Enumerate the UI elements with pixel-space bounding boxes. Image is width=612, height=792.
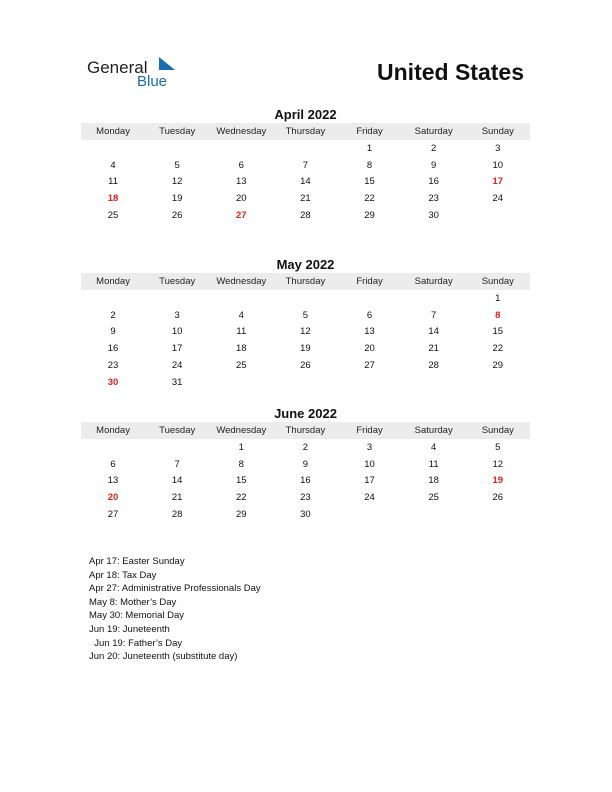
date-cell: 14 [171,475,183,487]
date-cell: 6 [238,159,244,171]
logo-flag-icon [147,56,177,72]
date-cell: 11 [236,326,247,338]
holiday-list [89,555,261,664]
month-calendar [81,405,530,523]
holiday-date-cell: 19 [492,475,504,487]
date-cell: 20 [236,193,247,205]
date-cell: 17 [364,475,375,487]
date-cell: 1 [495,292,501,304]
month-calendar [81,106,530,224]
weekday-header-row [81,123,530,140]
week-row [81,439,530,456]
date-cell: 24 [171,360,183,372]
weekday-label: Tuesday [159,425,196,436]
date-cell: 20 [364,343,375,355]
weekday-label: Thursday [285,425,326,436]
date-cell: 8 [238,458,244,470]
date-cell: 7 [431,309,437,321]
holiday-list-item: Jun 19: Father’s Day [89,637,183,649]
date-cell: 1 [366,142,373,154]
date-cell: 26 [300,360,311,372]
week-row [81,506,530,523]
date-cell: 18 [236,343,247,355]
date-cell: 14 [428,326,439,338]
month-title: June 2022 [274,406,337,421]
date-cell: 12 [492,458,504,470]
date-cell: 21 [428,343,439,355]
date-cell: 28 [171,509,183,521]
date-cell: 2 [431,142,437,154]
date-cell: 13 [236,176,247,188]
date-cell: 6 [110,458,116,470]
date-cell: 25 [428,492,439,504]
holiday-list-item: May 30: Memorial Day [89,610,185,622]
holiday-list-item: May 8: Mother’s Day [89,596,177,608]
weekday-label: Sunday [481,276,514,287]
week-row [81,374,530,391]
weekday-label: Wednesday [216,276,267,287]
date-cell: 26 [492,492,504,504]
date-cell: 10 [492,159,504,171]
date-cell: 16 [300,475,311,487]
date-cell: 30 [428,210,439,222]
month-title: May 2022 [276,257,335,272]
date-cell: 23 [428,193,439,205]
weekday-label: Friday [356,126,383,137]
date-cell: 31 [171,376,183,388]
date-cell: 23 [107,360,119,372]
date-cell: 29 [492,360,504,372]
weekday-header-row [81,422,530,439]
weekday-label: Sunday [481,126,514,137]
date-cell: 21 [171,492,183,504]
date-cell: 14 [300,176,311,188]
month-calendar [81,256,530,391]
date-cell: 6 [366,309,373,321]
week-row [81,290,530,307]
date-cell: 8 [366,159,373,171]
date-cell: 11 [108,176,118,188]
date-cell: 5 [302,309,309,321]
date-cell: 24 [364,492,375,504]
weekday-label: Saturday [414,126,453,137]
date-cell: 10 [364,458,375,470]
date-cell: 22 [236,492,247,504]
holiday-list-item: Apr 18: Tax Day [89,569,157,581]
date-cell: 5 [174,159,180,171]
date-cell: 19 [300,343,311,355]
date-cell: 29 [364,210,375,222]
week-row [81,207,530,224]
date-cell: 5 [495,441,501,453]
date-cell: 22 [492,343,504,355]
date-cell: 15 [492,326,504,338]
weekday-label: Saturday [414,276,453,287]
weekday-label: Saturday [414,425,453,436]
date-cell: 22 [364,193,375,205]
holiday-list-item: Apr 27: Administrative Professionals Day [89,583,261,595]
date-cell: 25 [236,360,247,372]
date-cell: 27 [364,360,375,372]
holiday-list-item: Jun 19: Juneteenth [89,623,170,635]
week-row [81,473,530,490]
date-cell: 9 [302,458,309,470]
date-cell: 30 [300,509,311,521]
date-cell: 16 [107,343,119,355]
holiday-date-cell: 8 [495,309,501,321]
date-cell: 28 [300,210,311,222]
date-cell: 13 [364,326,375,338]
week-row [81,357,530,374]
date-cell: 1 [238,441,244,453]
date-cell: 7 [174,458,180,470]
date-cell: 12 [300,326,311,338]
week-row [81,307,530,324]
date-cell: 29 [236,509,247,521]
date-cell: 27 [107,509,119,521]
logo-word-blue: Blue [137,73,168,90]
generalblue-logo [87,56,187,92]
date-cell: 15 [236,475,247,487]
date-cell: 2 [110,309,116,321]
holiday-date-cell: 17 [492,176,504,188]
weekday-label: Friday [356,425,383,436]
holiday-date-cell: 27 [236,210,247,222]
weekday-label: Thursday [285,126,326,137]
date-cell: 11 [428,458,439,470]
logo-word-general: General [87,58,148,77]
date-cell: 17 [171,343,183,355]
weekday-label: Wednesday [216,425,267,436]
date-cell: 3 [366,441,373,453]
week-row [81,174,530,191]
week-row [81,190,530,207]
holiday-date-cell: 18 [107,193,119,205]
date-cell: 25 [107,210,119,222]
date-cell: 9 [110,326,116,338]
weekday-label: Monday [96,276,130,287]
week-row [81,456,530,473]
weekday-header-row [81,273,530,290]
date-cell: 19 [171,193,183,205]
weekday-label: Monday [96,126,130,137]
date-cell: 7 [302,159,309,171]
weekday-label: Tuesday [159,126,196,137]
weekday-label: Thursday [285,276,326,287]
date-cell: 9 [431,159,437,171]
weekday-label: Sunday [481,425,514,436]
holiday-list-item: Jun 20: Juneteenth (substitute day) [89,651,238,663]
date-cell: 4 [431,441,437,453]
date-cell: 16 [428,176,439,188]
date-cell: 10 [171,326,183,338]
week-row [81,489,530,506]
date-cell: 21 [300,193,311,205]
date-cell: 28 [428,360,439,372]
date-cell: 24 [492,193,504,205]
weekday-label: Monday [96,425,130,436]
week-row [81,140,530,157]
date-cell: 12 [171,176,183,188]
date-cell: 23 [300,492,311,504]
holiday-date-cell: 20 [107,492,119,504]
weekday-label: Wednesday [216,126,267,137]
date-cell: 4 [110,159,116,171]
date-cell: 15 [364,176,375,188]
weekday-label: Tuesday [159,276,196,287]
holiday-list-item: Apr 17: Easter Sunday [89,556,185,567]
week-row [81,324,530,341]
weekday-label: Friday [356,276,383,287]
date-cell: 4 [238,309,244,321]
week-row [81,157,530,174]
date-cell: 3 [174,309,180,321]
week-row [81,340,530,357]
country-title: United States [377,59,524,85]
holiday-date-cell: 30 [107,376,119,388]
date-cell: 2 [302,441,309,453]
date-cell: 26 [171,210,183,222]
date-cell: 3 [495,142,501,154]
date-cell: 18 [428,475,439,487]
month-title: April 2022 [274,107,337,122]
date-cell: 13 [107,475,119,487]
